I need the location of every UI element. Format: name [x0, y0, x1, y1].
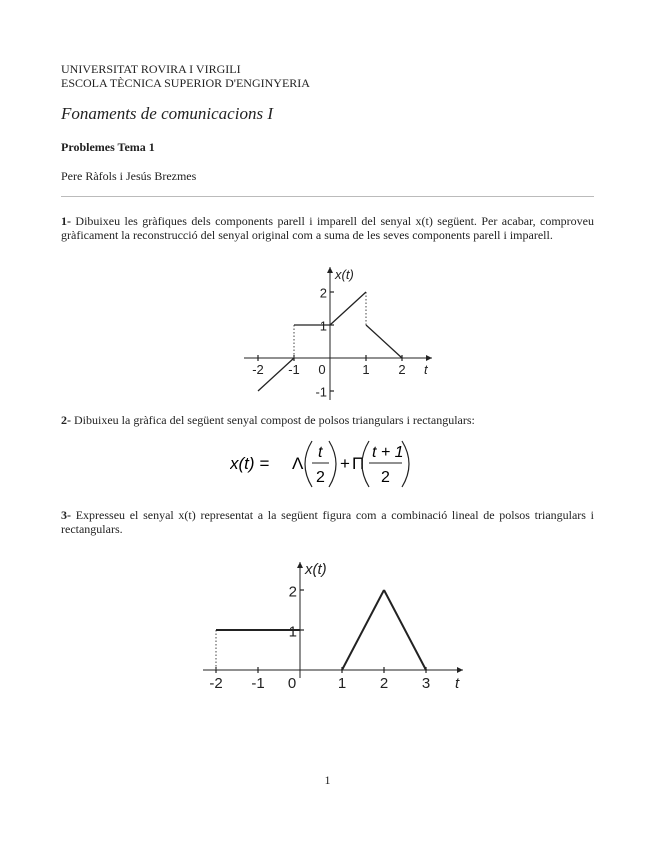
problem-number: 3- — [61, 508, 71, 522]
frac1-denominator: 2 — [316, 469, 325, 486]
y-axis-arrow — [327, 267, 333, 273]
x-axis-arrow — [457, 667, 463, 673]
y-tick-label: -1 — [315, 384, 327, 400]
y-tick-label: 2 — [319, 285, 327, 301]
school-name: ESCOLA TÈCNICA SUPERIOR D'ENGINYERIA — [61, 76, 310, 90]
institution-header — [61, 62, 310, 90]
signal-segment — [366, 325, 402, 358]
problem-text: Dibuixeu les gràfiques dels components parell i imparell del senyal x(t) següent. Per acabar, comproveu gràficament la reconstrucció del senyal original com a suma de les seves components parell i imparell. — [61, 214, 594, 242]
problem-number: 2- — [61, 413, 71, 427]
problem-3 — [61, 508, 594, 536]
x-axis-arrow — [426, 355, 432, 361]
x-tick-label: -1 — [251, 675, 265, 692]
x-tick-label: 1 — [362, 362, 370, 377]
x-tick-label: 0 — [287, 675, 297, 692]
y-tick-label: 1 — [288, 623, 297, 641]
frac2-denominator: 2 — [381, 469, 390, 486]
right-paren — [329, 441, 336, 487]
authors: Pere Ràfols i Jesús Brezmes — [61, 169, 197, 183]
equation-lambda: Λ — [292, 454, 304, 473]
equation-lhs: x(t) = — [230, 454, 270, 473]
x-tick-label: 1 — [337, 675, 347, 692]
problem-1 — [61, 214, 594, 242]
signal-segment — [384, 590, 426, 670]
x-tick-label: 0 — [318, 362, 326, 377]
header-divider — [61, 196, 594, 197]
y-tick-label: 1 — [319, 318, 327, 334]
signal-equation — [230, 437, 430, 491]
x-tick-label: 3 — [421, 675, 431, 692]
problem-text: Expresseu el senyal x(t) representat a la següent figura com a combinació lineal de polsos triangulars i rectangulars. — [61, 508, 594, 536]
x-tick-label: 2 — [398, 362, 406, 377]
x-tick-label: -2 — [209, 675, 223, 692]
signal-segment — [342, 590, 384, 670]
problem-2 — [61, 413, 594, 427]
chart-1 — [238, 262, 438, 407]
frac1-numerator: t — [318, 444, 323, 461]
chart-2 — [195, 558, 470, 698]
frac2-numerator: t + 1 — [372, 444, 404, 461]
y-axis-label: x(t) — [305, 561, 327, 578]
course-title: Fonaments de comunicacions I — [61, 104, 273, 123]
signal-segment — [330, 292, 366, 325]
university-name: UNIVERSITAT ROVIRA I VIRGILI — [61, 62, 241, 76]
equation-pi: Π — [352, 454, 365, 473]
problem-text: Dibuixeu la gràfica del següent senyal compost de polsos triangulars i rectangulars: — [74, 413, 475, 427]
left-paren — [305, 441, 312, 487]
x-tick-label: -1 — [288, 362, 300, 377]
problem-number: 1- — [61, 214, 71, 228]
equation-plus: + — [340, 454, 350, 473]
page-number: 1 — [324, 773, 331, 787]
x-tick-label: 2 — [379, 675, 389, 692]
y-axis-arrow — [297, 562, 303, 568]
y-axis-label: x(t) — [335, 267, 354, 282]
x-tick-label: -2 — [252, 362, 264, 377]
x-axis-label: t — [455, 675, 460, 692]
y-tick-label: 2 — [288, 583, 297, 601]
x-axis-label: t — [424, 362, 428, 377]
document-title: Problemes Tema 1 — [61, 140, 155, 154]
